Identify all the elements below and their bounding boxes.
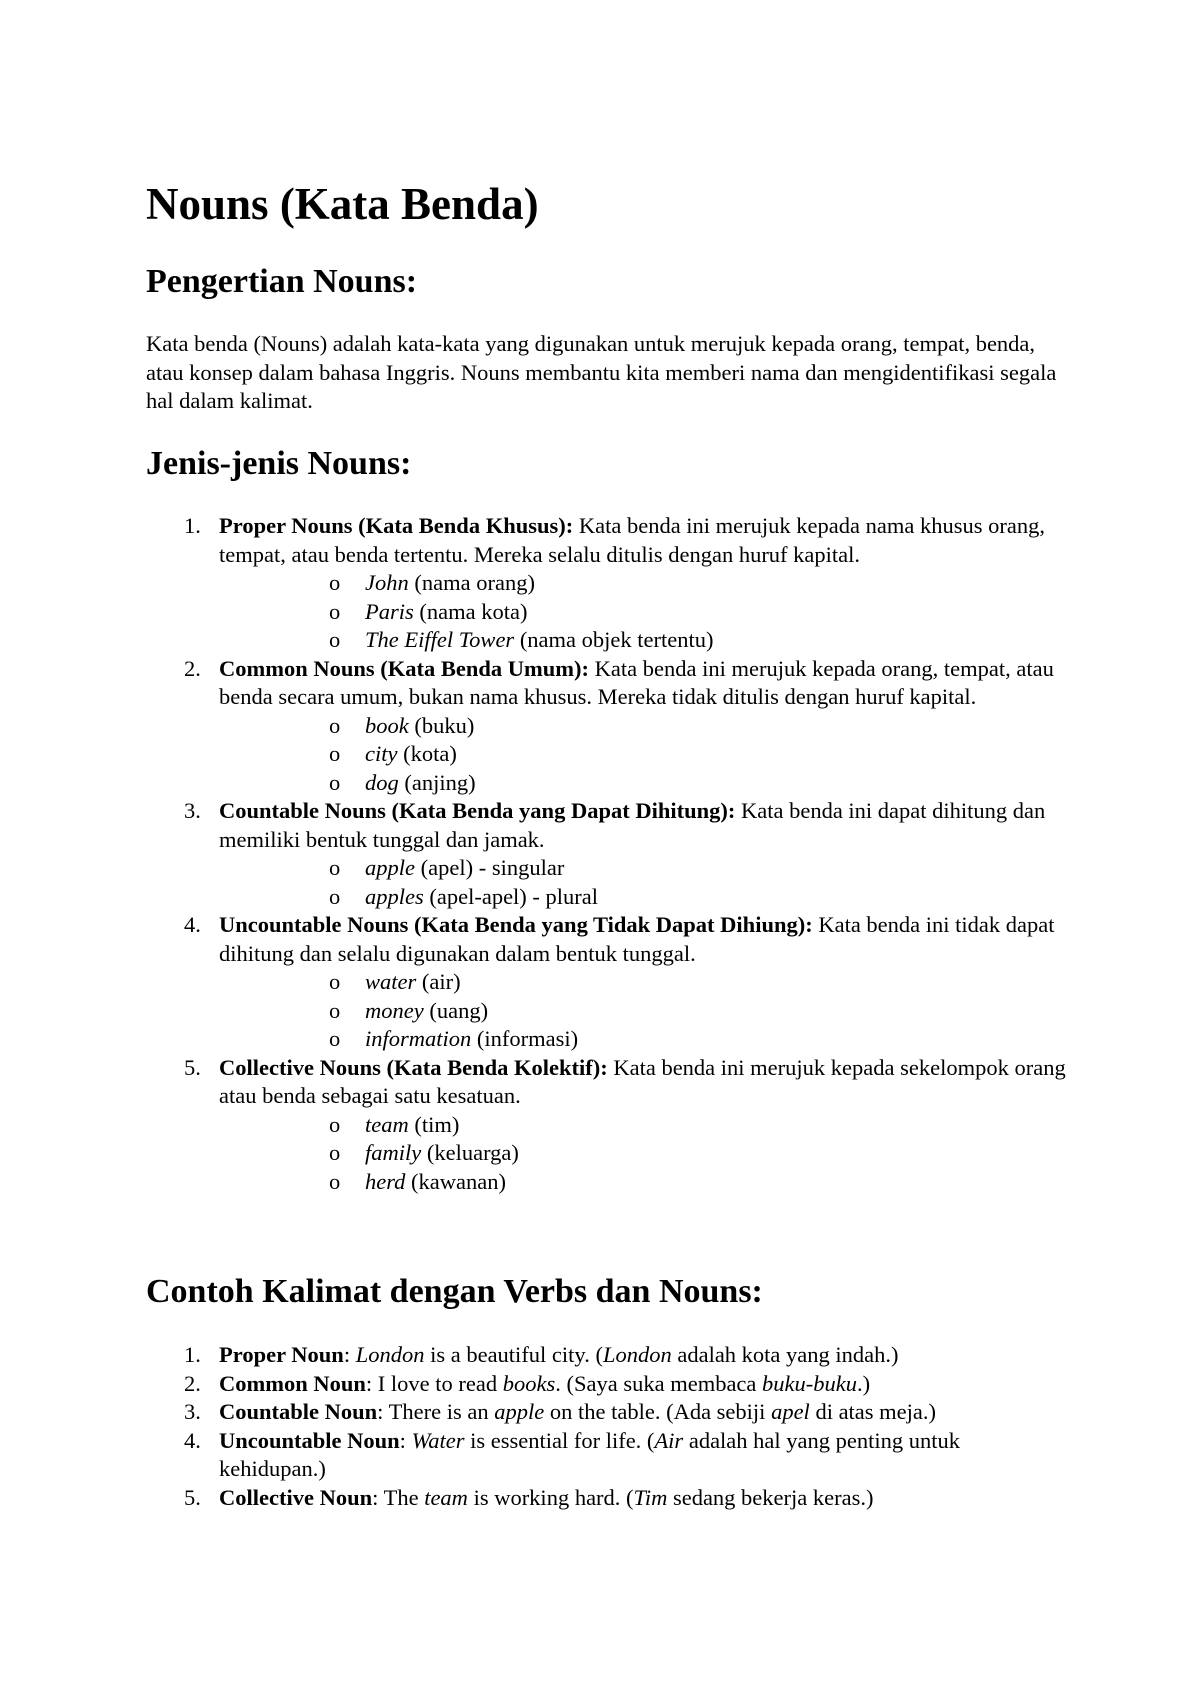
bullet-o-icon: o xyxy=(329,1140,341,1165)
noun-category-label: Collective Noun xyxy=(219,1484,373,1510)
sentence-text: on the table. (Ada sebiji xyxy=(544,1399,772,1424)
example-word: water xyxy=(365,969,417,994)
examples-sublist xyxy=(219,854,1066,911)
example-item xyxy=(219,997,1066,1026)
italic-noun: apple xyxy=(494,1399,545,1424)
noun-type-description: Kata benda ini tidak dapat dihitung dan selalu digunakan dalam bentuk tunggal. xyxy=(219,912,1055,966)
noun-type-term: Proper Nouns (Kata Benda Khusus): xyxy=(219,513,574,538)
noun-category-label: Common Noun xyxy=(219,1370,366,1396)
example-word: family xyxy=(365,1140,422,1165)
sentence-text: adalah hal yang penting untuk kehidupan.) xyxy=(219,1427,961,1481)
example-translation: (nama orang) xyxy=(408,570,535,595)
definition-paragraph: Kata benda (Nouns) adalah kata-kata yang digunakan untuk merujuk kepada orang, tempat, benda, atau konsep dalam bahasa Inggris. Nouns membantu kita memberi nama dan mengidentifikasi segala hal dalam kalimat. xyxy=(146,331,1057,413)
noun-type-item xyxy=(146,512,1066,655)
bullet-o-icon: o xyxy=(329,969,341,994)
example-word: team xyxy=(365,1111,409,1137)
noun-type-item xyxy=(146,911,1066,1054)
sentence-text: is working hard. ( xyxy=(467,1484,634,1510)
bullet-o-icon: o xyxy=(329,627,341,652)
example-translation: (apel-apel) - plural xyxy=(423,883,599,909)
page-title: Nouns (Kata Benda) xyxy=(146,179,539,229)
example-translation: (buku) xyxy=(408,712,475,738)
noun-type-description: Kata benda ini dapat dihitung dan memiliki bentuk tunggal dan jamak. xyxy=(219,798,1046,852)
examples-sublist xyxy=(219,569,1066,655)
bullet-o-icon: o xyxy=(329,997,341,1023)
bullet-o-icon: o xyxy=(329,883,341,909)
noun-type-description: Kata benda ini merujuk kepada sekelompok orang atau benda sebagai satu kesatuan. xyxy=(219,1054,1066,1108)
list-number: 3. xyxy=(184,1399,201,1424)
list-number: 2. xyxy=(184,1370,201,1396)
example-translation: (uang) xyxy=(423,997,489,1023)
example-item xyxy=(219,626,1066,655)
list-number: 1. xyxy=(184,513,201,538)
example-item xyxy=(219,883,1066,912)
example-item xyxy=(219,1139,1066,1168)
example-item xyxy=(219,1168,1066,1197)
example-word: apple xyxy=(365,855,415,880)
example-word: apples xyxy=(365,883,424,909)
example-item xyxy=(219,769,1066,798)
example-translation: (nama objek tertentu) xyxy=(514,627,714,652)
example-translation: (apel) - singular xyxy=(415,855,565,880)
examples-heading: Contoh Kalimat dengan Verbs dan Nouns: xyxy=(146,1273,763,1310)
bullet-o-icon: o xyxy=(329,598,341,624)
example-translation: (nama kota) xyxy=(413,598,528,624)
bullet-o-icon: o xyxy=(329,1111,341,1137)
italic-noun: Tim xyxy=(633,1484,668,1510)
sentence-text: : There is an xyxy=(377,1399,495,1424)
example-item xyxy=(219,854,1066,883)
example-translation: (informasi) xyxy=(471,1026,579,1051)
italic-noun: Air xyxy=(654,1427,684,1453)
sentence-text: adalah kota yang indah.) xyxy=(671,1342,899,1367)
noun-type-term: Countable Nouns (Kata Benda yang Dapat Dihitung): xyxy=(219,798,736,823)
sentence-text: is a beautiful city. ( xyxy=(424,1342,603,1367)
noun-type-description: Kata benda ini merujuk kepada nama khusus orang, tempat, atau benda tertentu. Mereka selalu ditulis dengan huruf kapital. xyxy=(219,513,1045,567)
noun-category-label: Proper Noun xyxy=(219,1342,344,1367)
example-word: John xyxy=(365,570,409,595)
list-number: 2. xyxy=(184,655,201,681)
list-number: 5. xyxy=(184,1484,201,1510)
sentence-text: sedang bekerja keras.) xyxy=(667,1484,874,1510)
example-word: The Eiffel Tower xyxy=(365,627,515,652)
examples-sublist xyxy=(219,968,1066,1054)
examples-sublist xyxy=(219,1111,1066,1197)
italic-noun: London xyxy=(355,1342,425,1367)
example-word: city xyxy=(365,741,398,766)
sentence-text: : xyxy=(343,1342,356,1367)
example-word: herd xyxy=(365,1168,406,1194)
bullet-o-icon: o xyxy=(329,855,341,880)
example-sentence-item xyxy=(146,1370,1066,1399)
noun-type-description: Kata benda ini merujuk kepada orang, tempat, atau benda secara umum, bukan nama khusus. Mereka tidak ditulis dengan huruf kapital. xyxy=(219,655,1054,709)
list-number: 3. xyxy=(184,798,201,823)
bullet-o-icon: o xyxy=(329,1168,341,1194)
example-word: money xyxy=(365,997,424,1023)
examples-sublist xyxy=(219,712,1066,798)
bullet-o-icon: o xyxy=(329,570,341,595)
italic-noun: books xyxy=(502,1370,556,1396)
example-translation: (kawanan) xyxy=(405,1168,506,1194)
noun-type-term: Common Nouns (Kata Benda Umum): xyxy=(219,655,590,681)
noun-type-item xyxy=(146,655,1066,798)
example-translation: (tim) xyxy=(408,1111,460,1137)
example-word: information xyxy=(365,1026,472,1051)
italic-noun: team xyxy=(424,1484,468,1510)
example-sentences-list xyxy=(146,1341,1066,1512)
example-translation: (anjing) xyxy=(398,769,476,795)
noun-type-item xyxy=(146,797,1066,911)
sentence-text: : xyxy=(399,1427,412,1453)
example-sentence-item xyxy=(146,1341,1066,1370)
example-word: book xyxy=(365,712,409,738)
example-item xyxy=(219,598,1066,627)
sentence-text: .) xyxy=(857,1370,871,1396)
example-item xyxy=(219,1111,1066,1140)
italic-noun: buku-buku xyxy=(762,1370,857,1396)
example-word: Paris xyxy=(365,598,414,624)
sentence-text: . (Saya suka membaca xyxy=(555,1370,763,1396)
noun-type-term: Collective Nouns (Kata Benda Kolektif): xyxy=(219,1054,608,1080)
example-word: dog xyxy=(365,769,399,795)
example-sentence-item xyxy=(146,1398,1066,1427)
noun-category-label: Uncountable Noun xyxy=(219,1427,400,1453)
noun-category-label: Countable Noun xyxy=(219,1399,378,1424)
example-sentence-item xyxy=(146,1484,1066,1513)
italic-noun: London xyxy=(602,1342,672,1367)
example-item xyxy=(219,740,1066,769)
noun-type-item xyxy=(146,1054,1066,1197)
example-translation: (keluarga) xyxy=(421,1140,519,1165)
example-item xyxy=(219,968,1066,997)
list-number: 4. xyxy=(184,912,201,937)
italic-noun: Water xyxy=(411,1427,465,1453)
list-number: 1. xyxy=(184,1342,201,1367)
bullet-o-icon: o xyxy=(329,712,341,738)
sentence-text: di atas meja.) xyxy=(809,1399,937,1424)
example-item xyxy=(219,569,1066,598)
bullet-o-icon: o xyxy=(329,769,341,795)
list-number: 4. xyxy=(184,1427,201,1453)
definition-heading: Pengertian Nouns: xyxy=(146,263,418,300)
bullet-o-icon: o xyxy=(329,741,341,766)
list-number: 5. xyxy=(184,1054,201,1080)
noun-type-term: Uncountable Nouns (Kata Benda yang Tidak Dapat Dihiung): xyxy=(219,912,813,937)
types-heading: Jenis-jenis Nouns: xyxy=(146,445,412,482)
example-sentence-item xyxy=(146,1427,1066,1484)
example-translation: (air) xyxy=(416,969,461,994)
sentence-text: : I love to read xyxy=(365,1370,503,1396)
italic-noun: apel xyxy=(771,1399,810,1424)
noun-types-list xyxy=(146,512,1066,1196)
example-item xyxy=(219,712,1066,741)
example-item xyxy=(219,1025,1066,1054)
bullet-o-icon: o xyxy=(329,1026,341,1051)
sentence-text: is essential for life. ( xyxy=(464,1427,655,1453)
sentence-text: : The xyxy=(372,1484,425,1510)
example-translation: (kota) xyxy=(397,741,457,766)
